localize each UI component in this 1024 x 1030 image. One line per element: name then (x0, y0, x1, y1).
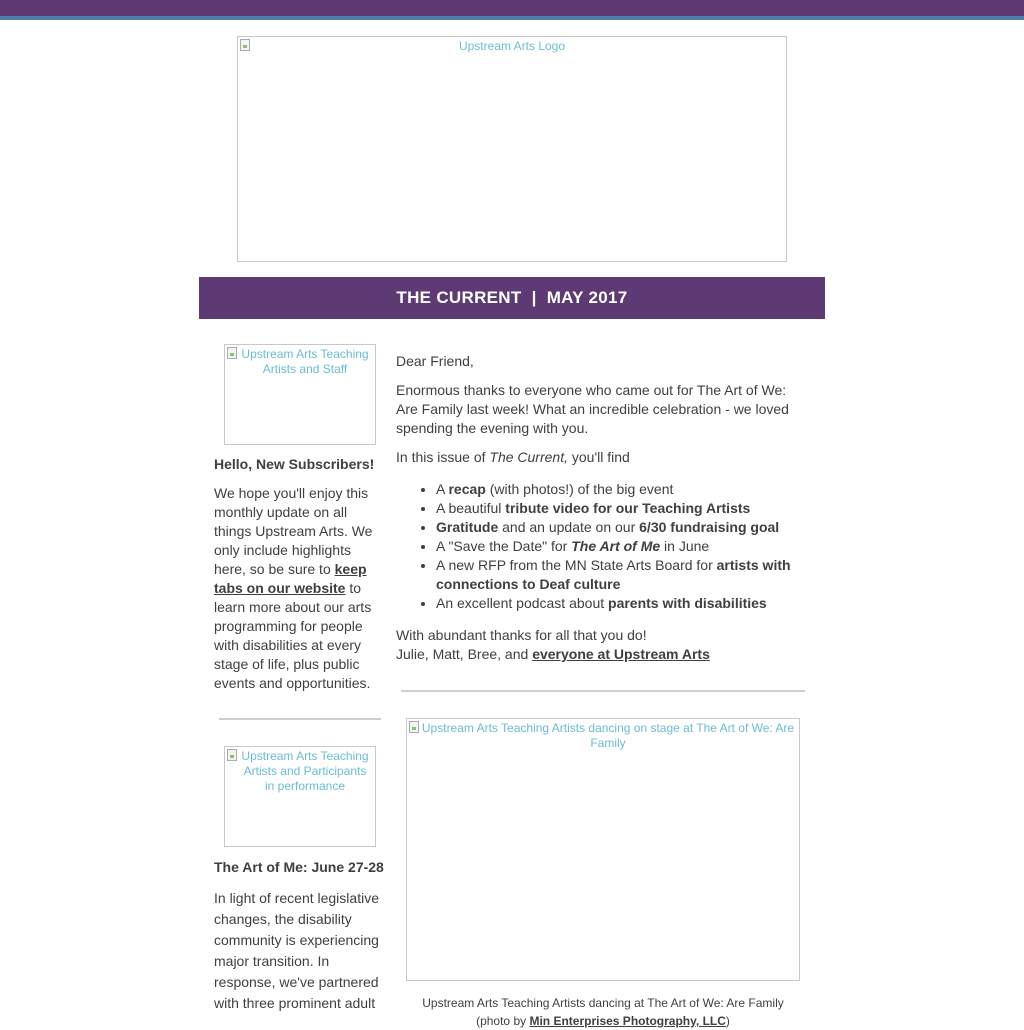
subscribers-text-start: We hope you'll enjoy this monthly update on all things Upstream Arts. We only include highlights here, so be sure to (214, 485, 373, 577)
issue-title: The Current, (489, 449, 568, 465)
banner-title: THE CURRENT | MAY 2017 (396, 288, 628, 307)
broken-image-icon (227, 749, 237, 761)
broken-image-icon (227, 347, 237, 359)
art-of-me-heading: The Art of Me: June 27-28 (214, 859, 384, 875)
credit-suffix: ) (725, 1014, 730, 1028)
issue-contents-list (396, 480, 806, 613)
sidebar-divider (219, 718, 381, 720)
sidebar-subscribers-section (214, 455, 384, 693)
greeting: Dear Friend, (396, 353, 474, 369)
upstream-arts-link[interactable]: everyone at Upstream Arts (532, 646, 710, 662)
upstream-arts-logo-image[interactable] (237, 36, 787, 262)
image1-alt-text: Upstream Arts Teaching Artists and Staff (241, 347, 369, 376)
photo-alt-text: Upstream Arts Teaching Artists dancing on stage at The Art of We: Are Family (421, 721, 795, 750)
list-item: • Gratitude and an update on our 6/30 fundraising goal (436, 518, 806, 537)
main-letter (396, 352, 806, 664)
subscribers-text-end: to learn more about our arts programming for people with disabilities at every stage of life, plus public events and opportunities. (214, 580, 372, 691)
broken-image-icon (409, 721, 419, 733)
logo-alt-text: Upstream Arts Logo (458, 39, 566, 53)
closing-line: With abundant thanks for all that you do! (396, 627, 647, 643)
dancing-on-stage-photo[interactable] (406, 718, 800, 981)
signoff-names: Julie, Matt, Bree, and (396, 646, 533, 662)
art-of-me-text: In light of recent legislative changes, the disability community is experiencing major transition. In response, we've partnered with three prominent adult (214, 890, 379, 1011)
caption-credit (406, 1012, 800, 1030)
signoff-line (396, 645, 806, 664)
caption-line: Upstream Arts Teaching Artists dancing at The Art of We: Are Family (422, 996, 784, 1010)
issue-prefix: In this issue of (396, 449, 490, 465)
list-item: • A beautiful tribute video for our Teaching Artists (436, 499, 806, 518)
sidebar-art-of-me-section (214, 857, 384, 1014)
top-color-bar (0, 0, 1024, 16)
intro-paragraph: Enormous thanks to everyone who came out for The Art of We: Are Family last week! What an incredible celebration - we loved spending the evening with you. (396, 382, 789, 436)
list-item: • An excellent podcast about parents with disabilities (436, 594, 806, 613)
main-divider (401, 690, 805, 692)
photo-caption (406, 994, 800, 1030)
list-item: • A recap (with photos!) of the big event (436, 480, 806, 499)
issue-suffix: you'll find (567, 449, 630, 465)
top-accent-line (0, 16, 1024, 20)
subscribers-text (214, 484, 384, 693)
teaching-artists-staff-image[interactable] (224, 344, 376, 445)
broken-image-icon (240, 39, 250, 51)
list-item: • A "Save the Date" for The Art of Me in June (436, 537, 806, 556)
credit-prefix: (photo by (476, 1014, 530, 1028)
website-link[interactable]: keep tabs on our website (214, 561, 367, 596)
issue-intro (396, 448, 806, 467)
newsletter-banner (199, 277, 825, 319)
photographer-link[interactable]: Min Enterprises Photography, LLC (529, 1014, 726, 1028)
image2-alt-text: Upstream Arts Teaching Artists and Participants in performance (241, 749, 369, 793)
subscribers-heading: Hello, New Subscribers! (214, 456, 375, 472)
performance-image[interactable] (224, 746, 376, 847)
list-item: • A new RFP from the MN State Arts Board for artists with connections to Deaf culture (436, 556, 806, 594)
